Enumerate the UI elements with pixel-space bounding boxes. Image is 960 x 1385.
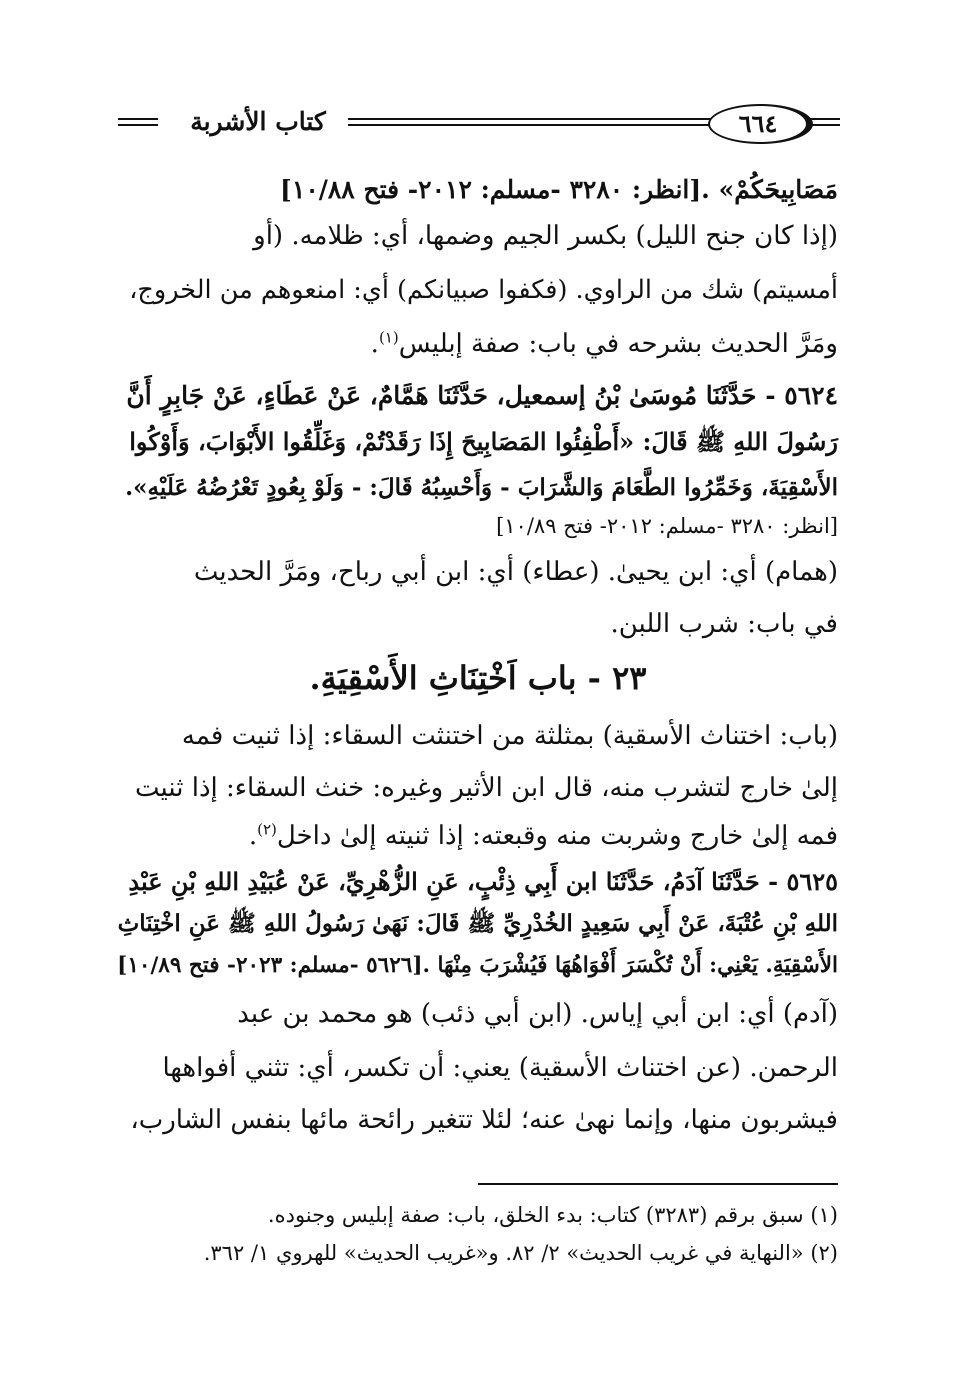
text-line: (إذا كان جنح الليل) بكسر الجيم وضمها، أي: ظلامه. (أو — [253, 221, 838, 251]
body-text-2 — [118, 0, 838, 1385]
text-line: فمه إلىٰ خارج وشربت منه وقبعته: إذا ثنيته إلىٰ داخل$^{(٢)}$. — [248, 820, 838, 851]
text-line: الرحمن. (عن اختناث الأسقية) يعني: أن تكسر، أي: تثني أفواهها — [162, 1053, 838, 1083]
hadith-tail: مَصَابِيحَكُمْ» .[انظر: ٣٢٨٠ -مسلم: ٢٠١٢- فتح ١٠/٨٨] — [280, 175, 838, 204]
footnote-rule — [478, 1183, 838, 1185]
footnote-1: (١) سبق برقم (٣٢٨٣) كتاب: بدء الخلق، باب: صفة إبليس وجنوده. — [267, 1203, 838, 1227]
text-line: أمسيتم) شك من الراوي. (فكفوا صبيانكم) أي: امنعوهم من الخروج، — [129, 275, 838, 305]
page-number: ٦٦٤ — [708, 104, 813, 144]
hadith-line: رَسُولَ اللهِ ﷺ قَالَ: «أَطْفِئُوا المَصَابِيحَ إِذَا رَقَدْتُمْ، وَغَلِّقُوا الأَبْوَابَ، وَأَوْكُوا — [129, 427, 838, 456]
text-line: (آدم) أي: ابن أبي إياس. (ابن أبي ذئب) هو محمد بن عبد — [237, 999, 838, 1029]
footnote-ref: (٢) — [257, 820, 277, 839]
text-line: (همام) أي: ابن يحيىٰ. (عطاء) أي: ابن أبي رباح، ومَرَّ الحديث — [193, 557, 838, 587]
hadith-line: الأَسْقِيَةِ. يَعْنِي: أَنْ تُكْسَرَ أَفْوَاهُهَا فَيُشْرَبَ مِنْهَا .[٥٦٢٦ -مسلم: ٢٠٢٣- فتح ١٠/٨٩] — [117, 953, 838, 978]
hadith-line: الأَسْقِيَةَ، وَخَمِّرُوا الطَّعَامَ وَالشَّرَابَ - وَأَحْسِبُهُ قَالَ: - وَلَوْ بِعُودٍ تَعْرُضُهُ عَلَيْهِ». — [125, 474, 838, 501]
hadith-line: ٥٦٢٤ - حَدَّثَنَا مُوسَىٰ بْنُ إسمعيل، حَدَّثَنَا هَمَّامٌ، عَنْ عَطَاءٍ، عَنْ جَابِرٍ أَنَّ — [126, 381, 838, 410]
hadith-line: ٥٦٢٥ - حَدَّثَنَا آدَمُ، حَدَّثَنَا ابن أَبِي ذِئْبٍ، عَنِ الزُّهْرِيِّ، عَنْ عُبَيْدِ اللهِ بْنِ عَبْدِ — [128, 867, 838, 896]
reference-line: [انظر: ٣٢٨٠ -مسلم: ٢٠١٢- فتح ١٠/٨٩] — [496, 514, 838, 538]
text-segment: فمه إلىٰ خارج وشربت منه وقبعته: إذا ثنيته إلىٰ داخل — [276, 821, 838, 851]
chapter-heading: ٢٣ - باب اَخْتِنَاثِ الأَسْقِيَةِ. — [309, 659, 647, 697]
hadith-line: اللهِ بْنِ عُتْبَةَ، عَنْ أَبِي سَعِيدٍ الخُدْرِيِّ ﷺ قَالَ: نَهَىٰ رَسُولُ اللهِ ﷺ عَنِ اخْتِنَاثِ — [117, 910, 838, 937]
text-line: فيشربون منها، وإنما نهىٰ عنه؛ لئلا تتغير رائحة مائها بنفس الشارب، — [130, 1105, 838, 1135]
text-line: إلىٰ خارج لتشرب منه، قال ابن الأثير وغيره: خنث السقاء: إذا ثنيت — [135, 773, 838, 803]
text-line: ومَرَّ الحديث بشرحه في باب: صفة إبليس$^{(١)}$. — [370, 328, 838, 359]
footnote-ref: (١) — [378, 328, 399, 347]
text-line: في باب: شرب اللبن. — [610, 609, 838, 639]
text-line: (باب: اختناث الأسقية) بمثلثة من اختنثت السقاء: إذا ثنيت فمه — [181, 721, 838, 751]
book-title: كتاب الأشربة — [190, 107, 326, 136]
text-segment: ومَرَّ الحديث بشرحه في باب: صفة إبليس — [398, 329, 838, 359]
footnote-2: (٢) «النهاية في غريب الحديث» ٢/ ٨٢. و«غريب الحديث» للهروي ١/ ٣٦٢. — [203, 1241, 838, 1265]
